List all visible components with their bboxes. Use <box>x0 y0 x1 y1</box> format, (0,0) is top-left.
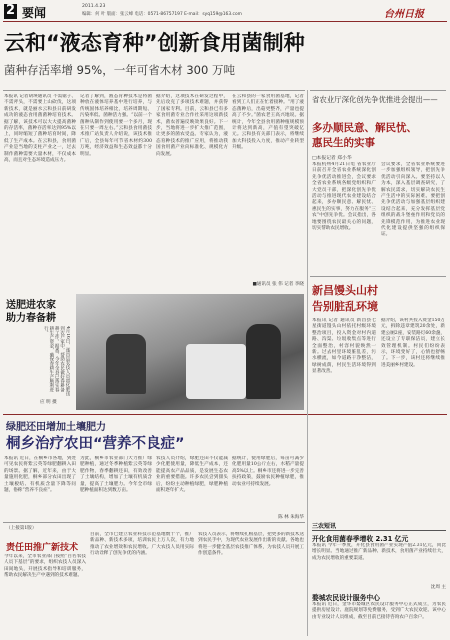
lead-col-4: 在云和县的一家食用菌基地，记者看到工人们正在忙着接种。“用了液态菌种后，出菇更整齐，产量也提高了不少。”菌农老王高兴地说。据统计，今年全县食用菌种植规模预计将达到新高，产值有望突破亿元。云和县有关部门表示，将继续加大科技投入力度，推动产业转型升级。 <box>232 94 304 151</box>
bottom-mid-col-3: 农技人员表示，将继续扎根基层，把更多的新技术送到农民手中，为现代农业发展作出新的贡献。各地也将进一步健全基层农技推广体系，为农技人员开展工作创造条件。 <box>198 532 304 557</box>
bottom-mid-rule <box>3 522 305 523</box>
right-mid-col-1: 本报讯 记者 通讯员 新昌县七星街道馒头山村依托村级环境整治项目，投入资金对村内道路、沟渠、垃圾收集点等进行全面整治，村容村貌焕然一新。过去村里环境脏乱差，污水横流，如今道路干净整洁，绿树成荫，村民生活环境得到显著改善。 <box>312 318 376 375</box>
lead-rule <box>3 90 305 91</box>
right-mid-col-2: 据介绍，该村共投入资金150万元，拆除违章建筑20余处，新建公厕2座，安装路灯60余盏，还设立了专职保洁员，建立长效管理机制。村民们纷纷表示，环境变好了，心情也舒畅了。下一步，该村还将继续推进美丽乡村建设。 <box>381 318 445 368</box>
right-top-col-2: 会议要求，全省农业系统要进一步加强组织领导，把创先争优活动引向深入。要坚持以人为本，深入基层调查研究，了解农民需求，切实解决农民生产生活中的实际困难。要把创先争优活动与加强基层组织建设结合起来，充分发挥基层党组织的战斗堡垒作用和党员的先锋模范作用，为推进农业现代化建设提供坚强的组织保证。 <box>381 162 445 238</box>
issue-date: 2011.4.23 <box>82 4 106 9</box>
right-top-kicker: 省农业厅深化创先争优推进会提出—— <box>312 95 438 104</box>
bottom-left-col-3: 农技人员介绍，绿肥还田不仅能减少化肥使用量，降低生产成本，还能提高农产品品质，是发展生态农业的重要措施。许多农民尝到甜头后，纷纷主动种植绿肥，绿肥种植面积逐年扩大。 <box>156 456 228 494</box>
bottom-mid-col-2: 目前，全市已建立农业科技示范基地数十个，推广新品种、新技术多项，培训农民上万人次，有力地推动了农业增效和农民增收。广大农技人员用实际行动诠释了创先争优的内涵。 <box>90 532 194 557</box>
photo-feature-credit: 应 明 摄 <box>40 400 57 405</box>
photo-feature-caption: 4月16日，遂昌县农技人员将化肥送到农户家中，帮助农民做好春耕备耕工作。据悉，今年全县已落实春耕生产资金，确保春耕生产顺利进行。 <box>43 326 70 396</box>
news-item-1-credit: 沈周 主 <box>430 585 446 590</box>
page-number: 2 <box>5 3 16 18</box>
news-item-2-title: 婺城农民设计服务中心 <box>312 594 380 602</box>
editor-line: 编辑：何 叶 版面：张云峰 电话：0571-86757197 E-mail：syq159@163.com <box>82 12 242 17</box>
right-top-rule <box>310 90 446 91</box>
bottom-mid-col-1: 今年以来，全市农业部门按照“百名农技人员下基层”的要求，组织农技人员深入田间地头，开展技术指导和培训服务，帮助农民解决生产中遇到的技术难题。 <box>4 554 86 579</box>
lead-byline: ■通讯员 张 伟 记者 李晓 <box>252 282 304 287</box>
bottom-left-col-1: 本报讯 近日，在桐乡市各地，到处可见农民将紫云英等绿肥翻耕入田的场景。据了解，近年来，由于大量施用化肥，桐乡部分农田出现了土壤板结、有机质含量下降等问题，俗称“营养不良症”。 <box>4 456 76 494</box>
mid-page-rule <box>3 414 447 415</box>
bottom-left-headline: 桐乡治疗农田“营养不良症” <box>6 436 185 452</box>
column-divider <box>307 90 308 636</box>
bottom-left-col-4: 据统计，使用绿肥后，每亩可减少化肥用量10公斤左右，水稻产量提高5%以上。桐乡市还将进一步完善扶持政策，鼓励农民种植绿肥，推动农业可持续发展。 <box>232 456 304 487</box>
right-mid-rule <box>310 276 446 277</box>
lead-col-2: 记者了解到，液态育种技术是将菌种放在液体培养基中进行培养，与传统固体培养相比，培养周期短、污染率低、菌种活力强。“以前一个菌种从制作到使用要一个多月，现在只要一周左右。”云和县食用菌技术推广站负责人介绍说，该技术推广后，全县每年可节省木材约300万吨，经济效益和生态效益都十分明显。 <box>80 94 152 157</box>
masthead: 台州日报 <box>384 9 424 20</box>
right-top-byline: □本报记者 郑小华 <box>312 156 352 161</box>
bottom-left-col-2: 为此，桐乡市农业部门大力推广绿肥种植，通过冬季种植紫云英等绿肥作物，春季翻耕还田，有效改善了土壤结构，增加了土壤有机质含量，提高了土壤肥力。今年全市绿肥种植面积达到数万亩。 <box>80 456 152 494</box>
news-item-1-title: 开化食用菌春季增收 2.31 亿元 <box>312 535 409 543</box>
lead-col-3: 据介绍，这项技术在研发过程中，先后攻克了多项技术难题，并获得了国家专利。目前，云和县已有多家食用菌专业合作社采用这项新技术，菌农普遍反映效果良好。下一步，当地将进一步扩大推广范围，让更多的菌农受益。专家认为，液态育种技术的推广应用，将推动我国食用菌产业向标准化、规模化方向发展。 <box>156 94 228 157</box>
bottom-mid-kicker: （上接第1版） <box>6 526 37 531</box>
bottom-left-kicker: 绿肥还田增加土壤肥力 <box>6 422 106 433</box>
lead-subheadline: 菌种存活率增 95%，一年可省木材 300 万吨 <box>4 63 235 77</box>
right-top-headline-2: 惠民生的实事 <box>312 137 375 149</box>
lead-col-1: 本报讯 记者胡瑛通讯员 不需锯子、不需斧头，不需要上山砍伐，这项新技术，就是丽水云和县日前研发成功的液态食用菌菌种培育技术。据了解，该技术可以大大提高菌种的存活率，菌种存活率达到95%以上，同时缩短了菌种培育时间，降低了生产成本。在云和县，食用菌产业是当地的支柱产业之一，过去制作菌种需要大量木材，不仅成本高，而且对生态环境造成压力。 <box>4 94 76 164</box>
bottom-right-kicker: 三农短讯 <box>312 523 337 530</box>
photo-feature-title-1: 送肥进农家 <box>6 300 56 311</box>
bottom-mid-headline: 责任田推广新技术 <box>6 543 79 553</box>
lead-headline: 云和“液态育种”创新食用菌制种 <box>4 31 305 55</box>
farmers-fertilizer-photo <box>76 294 304 410</box>
section-name: 要闻 <box>22 6 47 20</box>
photo-feature-title-2: 助力春备耕 <box>6 313 56 324</box>
header-rule <box>3 21 447 22</box>
bottom-left-byline: 陈 林 朱海华 <box>278 515 304 520</box>
right-top-headline-1: 多办顺民意、解民忧、 <box>312 122 417 134</box>
news-item-2-body: 本报讯 近日，金华市婺城区农民设计服务中心正式成立，为农民提供房屋设计、庭院规划等免费服务，受到广大农民欢迎。该中心由专业设计人员组成，截至目前已接待咨询农户百余户。 <box>312 602 446 620</box>
right-top-col-1: 本报杭州4月21日电 省农业厅日前召开全省农业系统深化创先争优活动推进会，会议要求全省农业系统各级党组织和广大党员干部，把深化创先争优活动与推进现代农业建设结合起来，多办顺民意、解民忧、惠民生的实事，努力在服务“三农”中创先争优。会议指出，各地要围绕农民最关心的问题，切实帮助农民增收。 <box>312 162 376 232</box>
bottom-right-kicker-rule <box>312 530 446 531</box>
right-mid-headline-1: 新昌馒头山村 <box>312 284 378 297</box>
right-mid-headline-2: 告别脏乱环境 <box>312 300 378 313</box>
news-item-1-body: 本报讯 今年一季度，开化县食用菌产业实现产值2.31亿元，同比增长明显。当地通过推广新品种、新技术，食用菌产业持续壮大，成为农民增收的重要渠道。 <box>312 543 446 561</box>
